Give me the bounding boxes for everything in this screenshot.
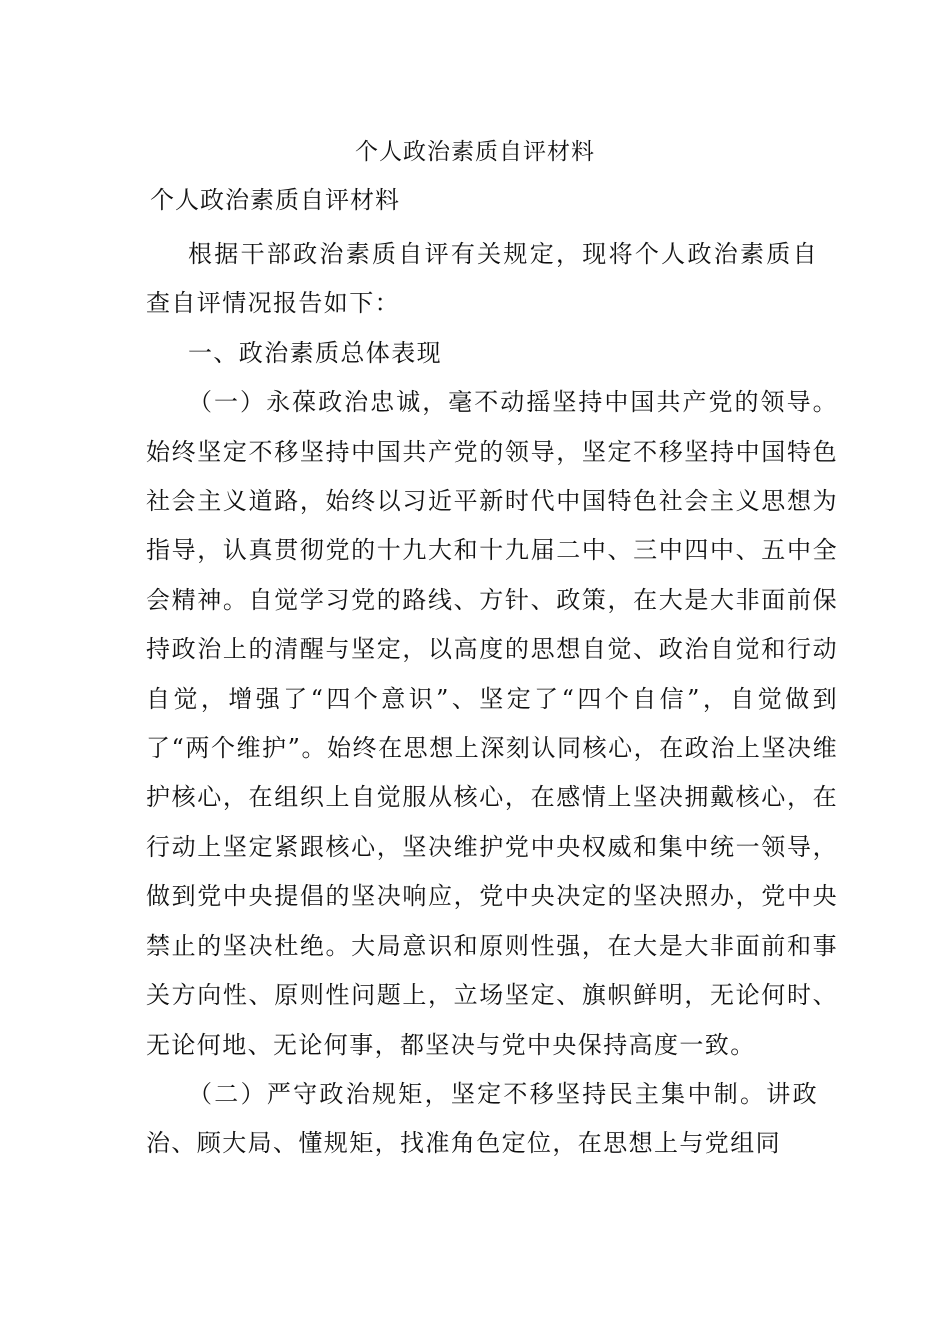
document-body [146,230,838,1169]
paragraph-intro: 根据干部政治素质自评有关规定，现将个人政治素质自查自评情况报告如下： [146,240,818,318]
document-subtitle: 个人政治素质自评材料 [150,186,400,214]
paragraph-1: （一）永葆政治忠诚，毫不动摇坚持中国共产党的领导。始终坚定不移坚持中国共产党的领导，坚定不移坚持中国特色社会主义道路，始终以习近平新时代中国特色社会主义思想为指导，认真贯彻党的十九大和十九届二中、三中四中、五中全会精神。自觉学习党的路线、方针、政策，在大是大非面前保持政治上的清醒与坚定，以高度的思想自觉、政治自觉和行动自觉，增强了“四个意识”、坚定了“四个自信”，自觉做到了“两个维护”。始终在思想上深刻认同核心，在政治上坚决维护核心，在组织上自觉服从核心，在感情上坚决拥戴核心，在行动上坚定紧跟核心，坚决维护党中央权威和集中统一领导，做到党中央提倡的坚决响应，党中央决定的坚决照办，党中央禁止的坚决杜绝。大局意识和原则性强，在大是大非面前和事关方向性、原则性问题上，立场坚定、旗帜鲜明，无论何时、无论何地、无论何事，都坚决与党中央保持高度一致。 [146,388,838,1059]
paragraph-2: （二）严守政治规矩，坚定不移坚持民主集中制。讲政治、顾大局、懂规矩，找准角色定位，在思想上与党组同 [146,1079,818,1158]
section-heading-1: 一、政治素质总体表现 [188,338,442,367]
document-title: 个人政治素质自评材料 [355,139,595,165]
